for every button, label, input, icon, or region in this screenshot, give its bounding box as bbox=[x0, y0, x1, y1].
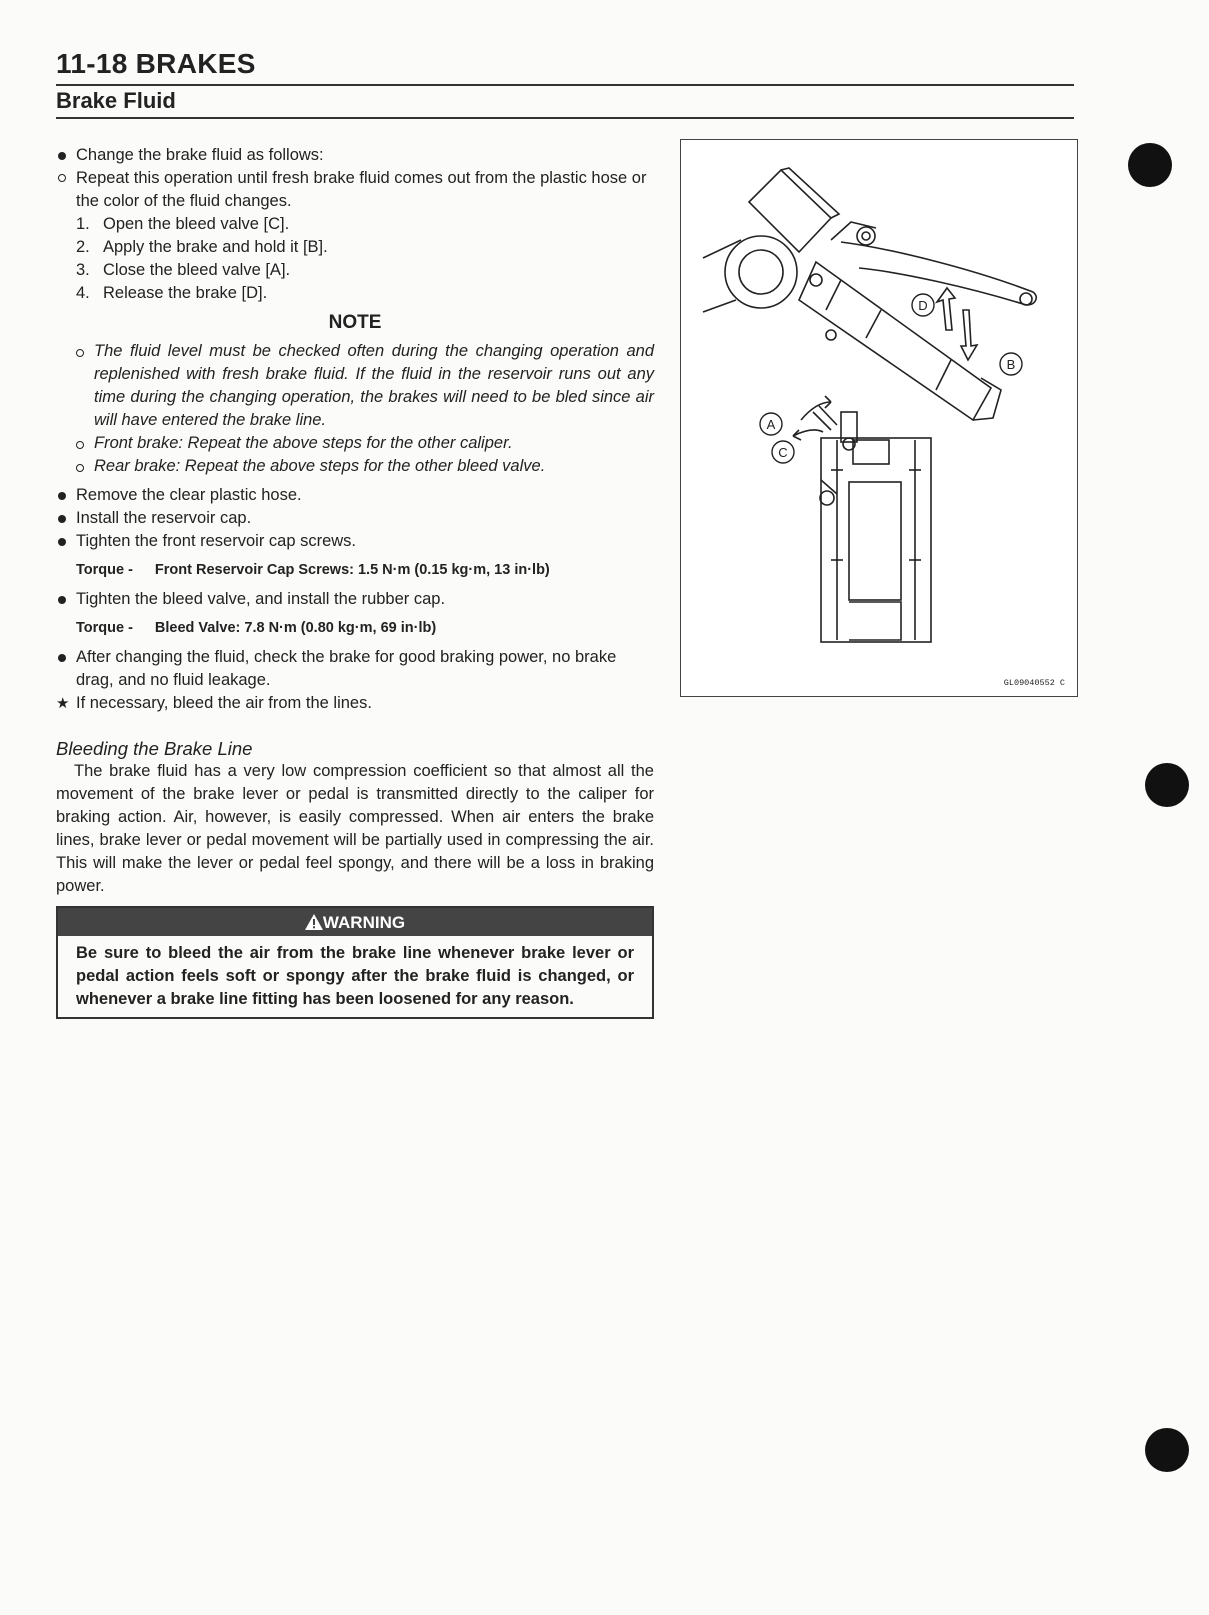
step-item: 3. Close the bleed valve [A]. bbox=[76, 261, 291, 279]
bullet-item: Tighten the bleed valve, and install the rubber cap. bbox=[76, 590, 446, 608]
bullet-item: Remove the clear plastic hose. bbox=[76, 486, 302, 504]
warning-header: WARNING bbox=[58, 908, 652, 936]
callout-b-label: B bbox=[1006, 357, 1016, 372]
note-item: The fluid level must be checked often during the changing operation and replenished with fresh brake fluid. If the fluid in the reservoir runs out any time during the changing operation, the brakes will need to be bled since air will have entered the brake line. bbox=[94, 342, 654, 429]
torque-spec-bleed-valve: Torque - Bleed Valve: 7.8 N·m (0.80 kg·m, 69 in·lb) bbox=[76, 620, 437, 636]
sub-bullet-item: Repeat this operation until fresh brake fluid comes out from the plastic hose or the color of the fluid changes. bbox=[76, 169, 647, 210]
section-rule bbox=[56, 117, 1074, 119]
bullet-item: After changing the fluid, check the brake for good braking power, no brake drag, and no fluid leakage. bbox=[76, 648, 617, 689]
warning-text: Be sure to bleed the air from the brake line whenever brake lever or pedal action feels soft or spongy after the brake fluid is changed, or whenever a brake line fitting has been loosened for any reason. bbox=[76, 944, 634, 1008]
brake-lever-caliper-illustration bbox=[681, 140, 1077, 696]
note-item: Rear brake: Repeat the above steps for the other bleed valve. bbox=[94, 457, 546, 475]
callout-a-label: A bbox=[766, 417, 776, 432]
header-rule bbox=[56, 84, 1074, 86]
main-text-column bbox=[56, 144, 654, 1019]
figure-code: GL09040552 C bbox=[1003, 678, 1065, 688]
page-header-title: 11-18 BRAKES bbox=[56, 48, 256, 79]
step-item: 1. Open the bleed valve [C]. bbox=[76, 215, 290, 233]
brake-figure bbox=[680, 139, 1078, 697]
step-item: 2. Apply the brake and hold it [B]. bbox=[76, 238, 328, 256]
binder-hole-icon bbox=[1145, 763, 1189, 807]
bullet-item: Install the reservoir cap. bbox=[76, 509, 252, 527]
step-list bbox=[76, 213, 654, 305]
star-item: ★ If necessary, bleed the air from the lines. bbox=[56, 692, 654, 715]
note-title: NOTE bbox=[328, 312, 382, 333]
bullet-item: Tighten the front reservoir cap screws. bbox=[76, 532, 357, 550]
callout-c-label: C bbox=[778, 445, 788, 460]
warning-triangle-icon bbox=[305, 914, 323, 930]
step-item: 4. Release the brake [D]. bbox=[76, 284, 268, 302]
warning-box bbox=[56, 906, 654, 1019]
bullet-item: Change the brake fluid as follows: bbox=[76, 146, 324, 164]
binder-hole-icon bbox=[1145, 1428, 1189, 1472]
subheading-bleeding: Bleeding the Brake Line bbox=[56, 738, 253, 759]
binder-hole-icon bbox=[1128, 143, 1172, 187]
star-icon: ★ bbox=[56, 695, 70, 712]
note-item: Front brake: Repeat the above steps for the other caliper. bbox=[94, 434, 513, 452]
torque-spec-reservoir: Torque - Front Reservoir Cap Screws: 1.5 N·m (0.15 kg·m, 13 in·lb) bbox=[76, 562, 550, 578]
bleeding-paragraph: The brake fluid has a very low compression coefficient so that almost all the movement of the brake lever or pedal is transmitted directly to the caliper for braking action. Air, however, is easily compressed. When air enters the brake lines, brake lever or pedal movement will be partially used in compressing the air. This will make the lever or pedal feel spongy, and there will be a loss in braking power. bbox=[56, 762, 654, 895]
section-title: Brake Fluid bbox=[56, 88, 176, 113]
callout-d-label: D bbox=[918, 298, 928, 313]
